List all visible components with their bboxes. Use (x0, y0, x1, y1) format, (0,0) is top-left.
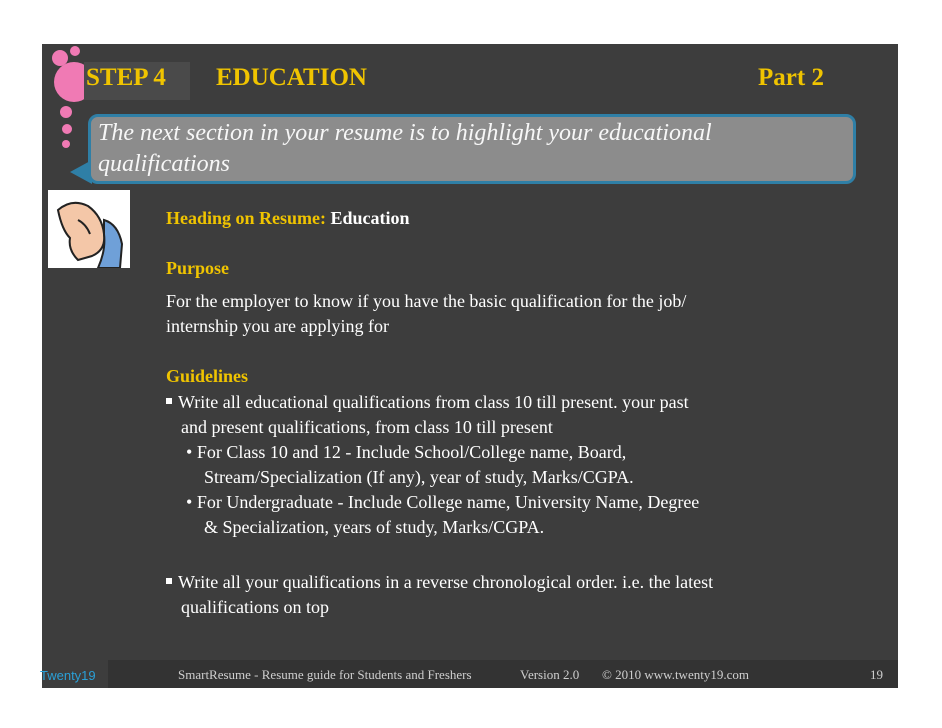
sub-guideline-line: For Undergraduate - Include College name, University Name, Degree (196, 492, 700, 512)
sub-guideline-line: For Class 10 and 12 - Include School/College name, Board, (196, 442, 627, 462)
heading-on-resume (166, 206, 410, 231)
guideline-bullet (166, 390, 699, 540)
footer-version: Version 2.0 (520, 667, 580, 682)
decor-dot (60, 106, 72, 118)
square-bullet-icon (166, 398, 172, 404)
page-number: 19 (870, 667, 883, 682)
square-bullet-icon (166, 578, 172, 584)
guideline-line: Write all educational qualifications from class 10 till present. your past (178, 392, 689, 412)
decor-dot (62, 140, 70, 148)
svg-text:Twenty19: Twenty19 (40, 668, 96, 683)
guideline-bullet (166, 570, 713, 620)
step-label: STEP 4 (86, 64, 166, 91)
callout-text (98, 118, 846, 180)
guidelines-heading: Guidelines (166, 366, 249, 386)
thinking-person-illustration (48, 190, 130, 268)
purpose-heading: Purpose (166, 258, 229, 278)
sub-guideline-line: & Specialization, years of study, Marks/CGPA. (204, 517, 545, 537)
guideline-line: Write all your qualifications in a reverse chronological order. i.e. the latest (178, 572, 714, 592)
decor-dot (52, 50, 68, 66)
guideline-line: qualifications on top (181, 597, 329, 617)
callout-line: qualifications (98, 151, 230, 177)
footer-copyright: © 2010 www.twenty19.com (602, 667, 749, 682)
guideline-line: and present qualifications, from class 10 till present (181, 417, 553, 437)
heading-label: Heading on Resume: (166, 208, 327, 228)
decor-dot (62, 124, 72, 134)
dot-bullet-icon: • (186, 442, 193, 462)
purpose-line: internship you are applying for (166, 316, 389, 336)
heading-value: Education (330, 208, 410, 228)
purpose-text (166, 289, 686, 339)
sub-guideline-line: Stream/Specialization (If any), year of study, Marks/CGPA. (204, 467, 634, 487)
dot-bullet-icon: • (186, 492, 193, 512)
footer-guide-text: SmartResume - Resume guide for Students and Freshers (178, 667, 472, 682)
decor-dot (70, 46, 80, 56)
part-label: Part 2 (758, 64, 824, 91)
section-title: EDUCATION (216, 64, 367, 91)
callout-line: The next section in your resume is to highlight your educational (98, 120, 712, 146)
twenty19-logo (40, 664, 102, 686)
purpose-line: For the employer to know if you have the basic qualification for the job/ (166, 291, 687, 311)
